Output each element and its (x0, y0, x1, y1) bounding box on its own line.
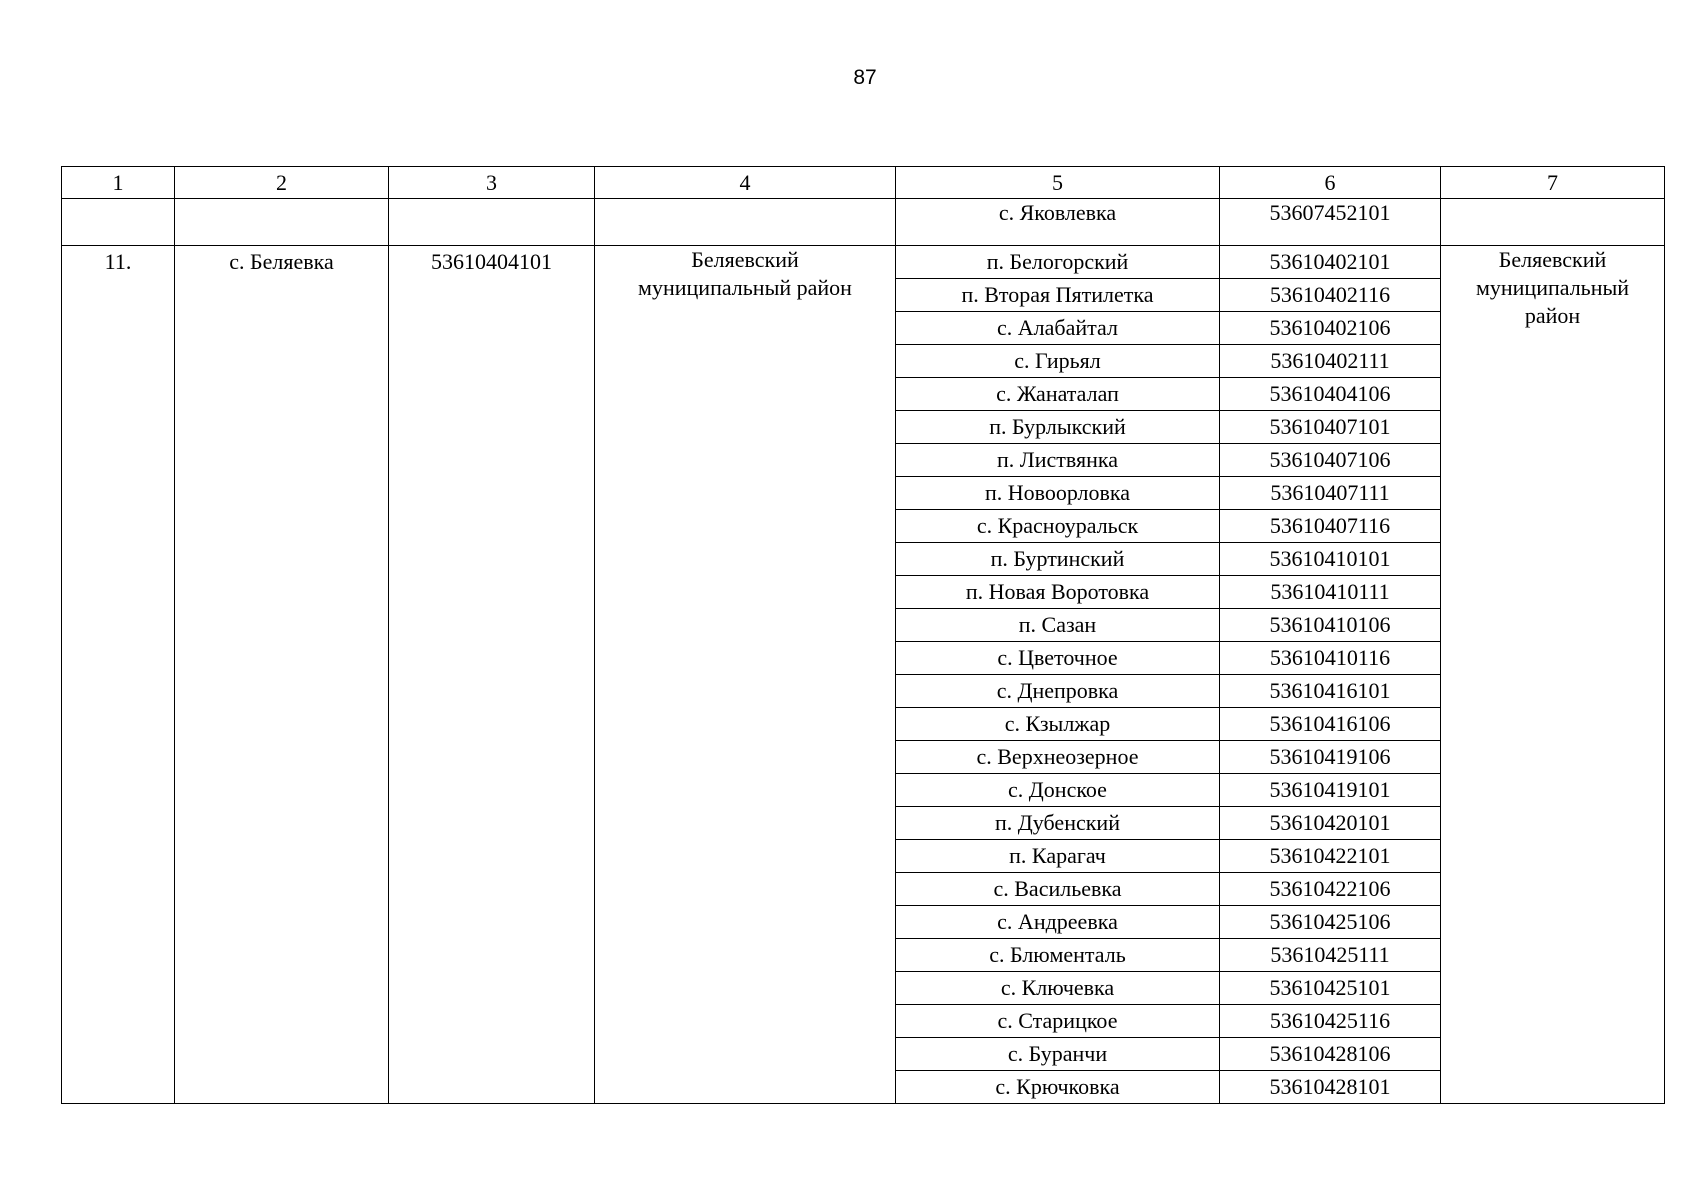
empty-cell (389, 199, 595, 246)
settlements-table (61, 166, 1665, 1104)
header-cell: 4 (595, 167, 896, 199)
page-number: 87 (853, 66, 877, 89)
entry-number: 11. (62, 246, 175, 1104)
settlement-code: 53610416106 (1220, 708, 1441, 741)
settlement-name: с. Красноуральск (896, 510, 1220, 543)
settlement-code: 53610410116 (1220, 642, 1441, 675)
settlement-code: 53610422106 (1220, 873, 1441, 906)
settlement-code: 53610416101 (1220, 675, 1441, 708)
settlement-code: 53610410106 (1220, 609, 1441, 642)
empty-cell (595, 199, 896, 246)
settlement-code: 53610425101 (1220, 972, 1441, 1005)
settlement-code: 53610419106 (1220, 741, 1441, 774)
settlement-name: с. Кзылжар (896, 708, 1220, 741)
settlement-name: с. Яковлевка (896, 199, 1220, 246)
settlement-code: 53610407116 (1220, 510, 1441, 543)
settlement-code: 53610428101 (1220, 1071, 1441, 1104)
settlement-name: с. Ключевка (896, 972, 1220, 1005)
settlement-name: с. Старицкое (896, 1005, 1220, 1038)
settlement-code: 53610410111 (1220, 576, 1441, 609)
district-name: Беляевский муниципальный район (595, 246, 896, 1104)
settlement-name: с. Васильевка (896, 873, 1220, 906)
settlement-code: 53610402101 (1220, 246, 1441, 279)
header-row (62, 167, 1665, 199)
settlement-name: п. Вторая Пятилетка (896, 279, 1220, 312)
settlement-name: с. Цветочное (896, 642, 1220, 675)
settlement-name: с. Буранчи (896, 1038, 1220, 1071)
settlement-code: 53610425111 (1220, 939, 1441, 972)
settlement-code: 53610419101 (1220, 774, 1441, 807)
settlement-name: с. Блюменталь (896, 939, 1220, 972)
settlement-name: п. Бурлыкский (896, 411, 1220, 444)
settlement-name: с. Верхнеозерное (896, 741, 1220, 774)
center-code: 53610404101 (389, 246, 595, 1104)
district-name-col7: Беляевский муниципальный район (1441, 246, 1665, 1104)
header-cell: 7 (1441, 167, 1665, 199)
settlement-name: п. Новая Воротовка (896, 576, 1220, 609)
settlement-code: 53610422101 (1220, 840, 1441, 873)
header-cell: 2 (175, 167, 389, 199)
center-name: с. Беляевка (175, 246, 389, 1104)
settlement-name: с. Гирьял (896, 345, 1220, 378)
header-cell: 3 (389, 167, 595, 199)
settlement-code: 53610404106 (1220, 378, 1441, 411)
header-cell: 6 (1220, 167, 1441, 199)
settlement-name: п. Новоорловка (896, 477, 1220, 510)
empty-cell (175, 199, 389, 246)
settlement-code: 53610425116 (1220, 1005, 1441, 1038)
settlement-code: 53610402111 (1220, 345, 1441, 378)
settlement-code: 53610407106 (1220, 444, 1441, 477)
settlement-name: п. Буртинский (896, 543, 1220, 576)
settlement-name: п. Сазан (896, 609, 1220, 642)
settlement-name: с. Жанаталап (896, 378, 1220, 411)
settlement-code: 53607452101 (1220, 199, 1441, 246)
settlement-code: 53610428106 (1220, 1038, 1441, 1071)
settlement-name: п. Дубенский (896, 807, 1220, 840)
settlement-code: 53610420101 (1220, 807, 1441, 840)
empty-cell (62, 199, 175, 246)
header-cell: 1 (62, 167, 175, 199)
table-row (62, 246, 1665, 279)
empty-cell (1441, 199, 1665, 246)
settlement-code: 53610407111 (1220, 477, 1441, 510)
settlement-name: с. Донское (896, 774, 1220, 807)
continuation-row (62, 199, 1665, 246)
settlement-name: п. Карагач (896, 840, 1220, 873)
header-cell: 5 (896, 167, 1220, 199)
settlement-name: с. Алабайтал (896, 312, 1220, 345)
settlement-code: 53610425106 (1220, 906, 1441, 939)
settlement-name: с. Крючковка (896, 1071, 1220, 1104)
settlement-code: 53610407101 (1220, 411, 1441, 444)
settlement-code: 53610410101 (1220, 543, 1441, 576)
settlement-name: с. Днепровка (896, 675, 1220, 708)
settlement-code: 53610402116 (1220, 279, 1441, 312)
settlement-name: п. Белогорский (896, 246, 1220, 279)
settlement-code: 53610402106 (1220, 312, 1441, 345)
settlement-name: с. Андреевка (896, 906, 1220, 939)
settlement-name: п. Листвянка (896, 444, 1220, 477)
